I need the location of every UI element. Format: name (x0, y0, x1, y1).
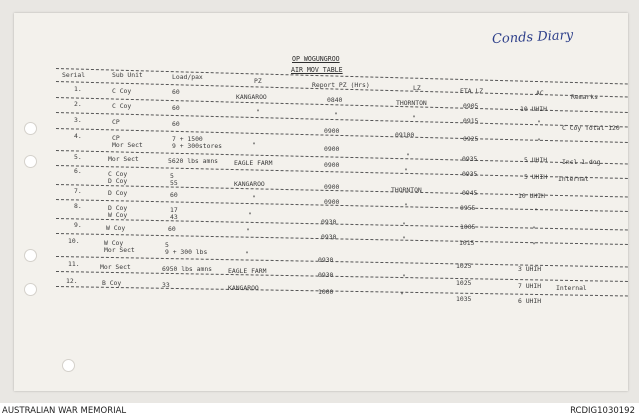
row-10-load-2: 9 + 300 lbs (165, 248, 208, 256)
row-7-report: 0900 (324, 198, 340, 206)
row-10-pz: " (245, 250, 249, 258)
row-2-report: " (334, 111, 338, 119)
row-1-lz: THORNTON (396, 99, 427, 107)
row-9-sub-unit: W Coy (106, 224, 126, 232)
row-8-ac: " (534, 207, 538, 215)
row-1-report: 0840 (327, 96, 343, 104)
row-11-sub-unit: Mor Sect (100, 263, 131, 271)
header-pz: PZ (254, 77, 262, 85)
row-12-lz: " (400, 291, 404, 299)
row-9-report: 0930 (321, 233, 337, 241)
row-5-report: 0900 (324, 161, 340, 169)
document-subtitle: AIR MOV TABLE (291, 66, 343, 74)
row-6-sub-unit: C Coy (108, 170, 128, 178)
row-3-sub-unit: CP (112, 118, 120, 126)
punch-hole (24, 283, 37, 296)
row-4-sub-unit: CP (112, 134, 120, 142)
row-2-pz: " (256, 108, 260, 116)
row-8-load-2: 43 (170, 213, 178, 221)
row-5-eta: 0935 (462, 155, 478, 163)
row-12-report: 1000 (318, 288, 334, 296)
row-6-lz: THORNTON (391, 186, 422, 194)
row-2-serial: 2. (74, 100, 82, 108)
row-11-load: 6950 lbs amns (162, 265, 213, 273)
row-4-serial: 4. (74, 132, 82, 140)
row-6-lz-mark: " (404, 167, 408, 175)
row-4-lz: 09100 (395, 131, 415, 139)
row-8-lz: " (404, 202, 408, 210)
row-2-lz: " (412, 114, 416, 122)
row-8-sub-unit-2: W Coy (108, 211, 128, 219)
row-13-ac: 6 UHIH (518, 297, 542, 305)
row-1-sub-unit: C Coy (112, 87, 132, 95)
row-9-load: 60 (168, 225, 176, 233)
header-ac: AC (536, 89, 544, 97)
row-9-serial: 9. (74, 221, 82, 229)
row-1-serial: 1. (74, 85, 82, 93)
row-10-ac: " (532, 241, 536, 249)
row-8-load: 17 (170, 206, 178, 214)
row-2-eta: 0915 (463, 117, 479, 125)
header-report-pz: Report PZ (Hrs) (312, 81, 370, 89)
row-10-eta: 1015 (459, 239, 475, 247)
row-9-pz: " (246, 227, 250, 235)
handwritten-note: Conds Diary (491, 27, 574, 48)
row-1-ac: 10 UHIH (520, 105, 547, 113)
row-13-eta: 1035 (456, 295, 472, 303)
row-4-pz: " (252, 141, 256, 149)
punch-hole (24, 155, 37, 168)
punch-hole (24, 249, 37, 262)
row-4-sub-unit-2: Mor Sect (112, 141, 143, 149)
row-9-eta: 1005 (460, 223, 476, 231)
row-8-eta: 0955 (460, 204, 476, 212)
row-12-sub-unit: B Coy (102, 279, 122, 287)
row-2-load: 60 (172, 104, 180, 112)
row-11-lz: " (402, 273, 406, 281)
row-10-load: 5 (165, 241, 169, 249)
row-6-pz: KANGAROO (234, 180, 265, 188)
document-title: OP WOGUNGROO (292, 55, 340, 63)
row-2-ac: " (537, 119, 541, 127)
row-1-eta: 0905 (463, 102, 479, 110)
row-5-remarks: Incl 1 dog (562, 158, 601, 166)
row-4-report: 0900 (324, 145, 340, 153)
row-8-report: 0930 (321, 218, 337, 226)
row-9-ac: " (532, 225, 536, 233)
header-serial: Serial (62, 71, 86, 79)
row-7-pz: " (252, 194, 256, 202)
row-4-ac: " (537, 137, 541, 145)
row-11-eta: 1025 (456, 262, 472, 270)
row-7-eta: 0945 (462, 189, 478, 197)
row-5-serial: 5. (74, 153, 82, 161)
row-12-load: 33 (162, 281, 170, 289)
row-5-load: 5620 lbs amns (168, 157, 219, 165)
row-4-load-2: 9 + 300stores (172, 142, 223, 150)
row-6-load-2: 55 (170, 179, 178, 187)
punch-hole (24, 122, 37, 135)
header-sub-unit: Sub Unit (112, 71, 143, 79)
row-6-ac: 5 UHIH (524, 173, 548, 181)
row-6-eta: 0935 (462, 170, 478, 178)
row-6-load: 5 (170, 172, 174, 180)
footer-record-id: RCDIG1030192 (570, 406, 635, 416)
row-10-report: 0930 (318, 256, 334, 264)
footer-credit: AUSTRALIAN WAR MEMORIAL (2, 406, 127, 416)
header-eta-lz: ETA LZ (460, 87, 484, 95)
row-12-remarks: Internal (556, 284, 587, 292)
row-3-remarks: C Coy Total 120 (562, 124, 620, 132)
row-7-sub-unit: D Coy (108, 189, 128, 197)
row-6-sub-unit-2: D Coy (108, 177, 128, 185)
row-3-serial: 3. (74, 116, 82, 124)
row-10-serial: 10. (68, 237, 80, 245)
row-6-remarks: Internal (558, 175, 589, 183)
row-12-eta: 1025 (456, 279, 472, 287)
row-12-pz: KANGAROO (228, 284, 259, 292)
row-5-sub-unit: Mor Sect (108, 155, 139, 163)
row-7-load: 60 (170, 191, 178, 199)
row-3-load: 60 (172, 120, 180, 128)
row-11-report: 0930 (318, 271, 334, 279)
row-1-load: 60 (172, 88, 180, 96)
row-3-report: 0900 (324, 127, 340, 135)
row-5-ac: 5 UHIH (524, 156, 548, 164)
header-remarks: Remarks (571, 93, 598, 101)
row-5-lz: " (406, 152, 410, 160)
row-2-sub-unit: C Coy (112, 102, 132, 110)
row-4-load: 7 + 1500 (172, 135, 203, 143)
row-10-lz: " (402, 235, 406, 243)
row-11-pz: EAGLE FARM (228, 267, 267, 275)
row-9-lz: " (402, 221, 406, 229)
row-8-pz: " (248, 211, 252, 219)
row-6-report: 0900 (324, 183, 340, 191)
header-load-pax: Load/pax (172, 73, 203, 81)
row-7-ac: 10 UHIH (518, 192, 545, 200)
row-10-sub-unit-2: Mor Sect (104, 246, 135, 254)
punch-hole (62, 359, 75, 372)
header-lz: LZ (413, 84, 421, 92)
row-7-serial: 7. (74, 187, 82, 195)
row-11-ac: 3 UHIH (518, 265, 542, 273)
row-12-ac: 7 UHIH (518, 282, 542, 290)
row-12-serial: 12. (66, 277, 78, 285)
row-10-sub-unit: W Coy (104, 239, 124, 247)
row-6-serial: 6. (74, 167, 82, 175)
row-11-serial: 11. (68, 260, 80, 268)
row-1-pz: KANGAROO (236, 93, 267, 101)
row-5-pz: EAGLE FARM (234, 159, 273, 167)
row-8-serial: 8. (74, 202, 82, 210)
row-4-eta: 0925 (463, 135, 479, 143)
row-8-sub-unit: D Coy (108, 204, 128, 212)
